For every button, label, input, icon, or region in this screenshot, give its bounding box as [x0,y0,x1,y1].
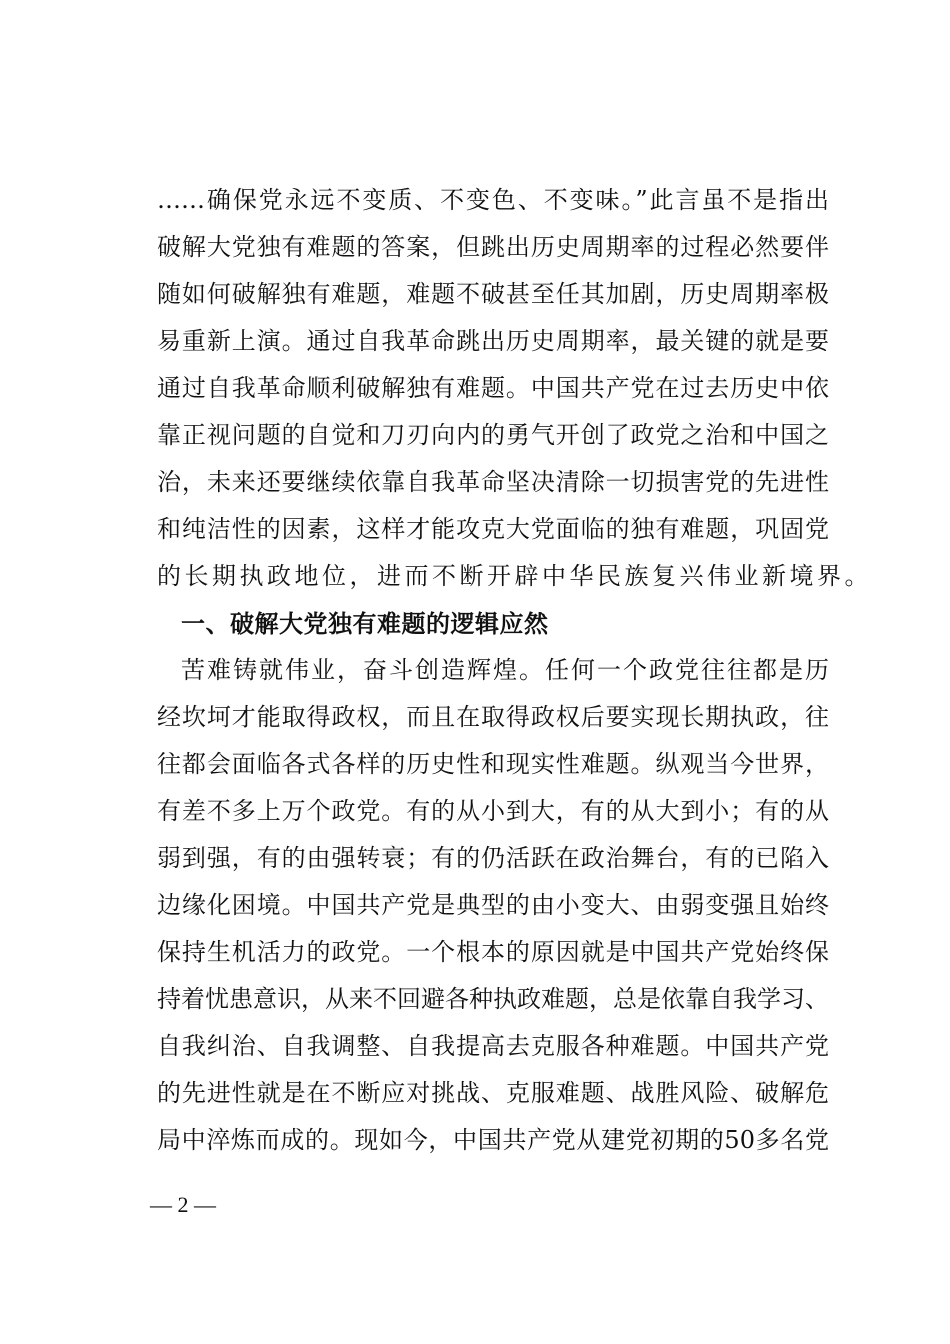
text-line: 和纯洁性的因素，这样才能攻克大党面临的独有难题，巩固党 [157,515,829,543]
text-line: 的先进性就是在不断应对挑战、克服难题、战胜风险、破解危 [157,1079,829,1107]
paragraph-2 [157,647,829,1164]
text-line: 经坎坷才能取得政权，而且在取得政权后要实现长期执政，往 [157,703,829,731]
document-body [157,177,872,1164]
text-line: 局中淬炼而成的。现如今，中国共产党从建党初期的50多名党 [157,1126,829,1154]
text-line: 自我纠治、自我调整、自我提高去克服各种难题。中国共产党 [157,1032,829,1060]
paragraph-1 [157,177,872,600]
text-line: 治，未来还要继续依靠自我革命坚决清除一切损害党的先进性 [157,468,829,496]
text-line: 有差不多上万个政党。有的从小到大，有的从大到小；有的从 [157,797,829,825]
text-line: 随如何破解独有难题，难题不破甚至任其加剧，历史周期率极 [157,280,829,308]
text-line: 易重新上演。通过自我革命跳出历史周期率，最关键的就是要 [157,327,829,355]
text-line: 苦难铸就伟业，奋斗创造辉煌。任何一个政党往往都是历 [181,656,829,684]
text-line: 的长期执政地位，进而不断开辟中华民族复兴伟业新境界。 [157,562,872,590]
text-line: 持着忧患意识，从来不回避各种执政难题，总是依靠自我学习、 [157,985,829,1013]
text-line: 边缘化困境。中国共产党是典型的由小变大、由弱变强且始终 [157,891,829,919]
text-line: 往都会面临各式各样的历史性和现实性难题。纵观当今世界， [157,750,829,778]
text-line: 保持生机活力的政党。一个根本的原因就是中国共产党始终保 [157,938,829,966]
text-line: 靠正视问题的自觉和刀刃向内的勇气开创了政党之治和中国之 [157,421,829,449]
section-heading: 一、破解大党独有难题的逻辑应然 [181,609,549,638]
text-line: 通过自我革命顺利破解独有难题。中国共产党在过去历史中依 [157,374,829,402]
text-line: 弱到强，有的由强转衰；有的仍活跃在政治舞台，有的已陷入 [157,844,829,872]
page-number: — 2 — [150,1192,216,1217]
text-line: 破解大党独有难题的答案，但跳出历史周期率的过程必然要伴 [157,233,829,261]
text-line: ……确保党永远不变质、不变色、不变味。”此言虽不是指出 [157,186,829,214]
